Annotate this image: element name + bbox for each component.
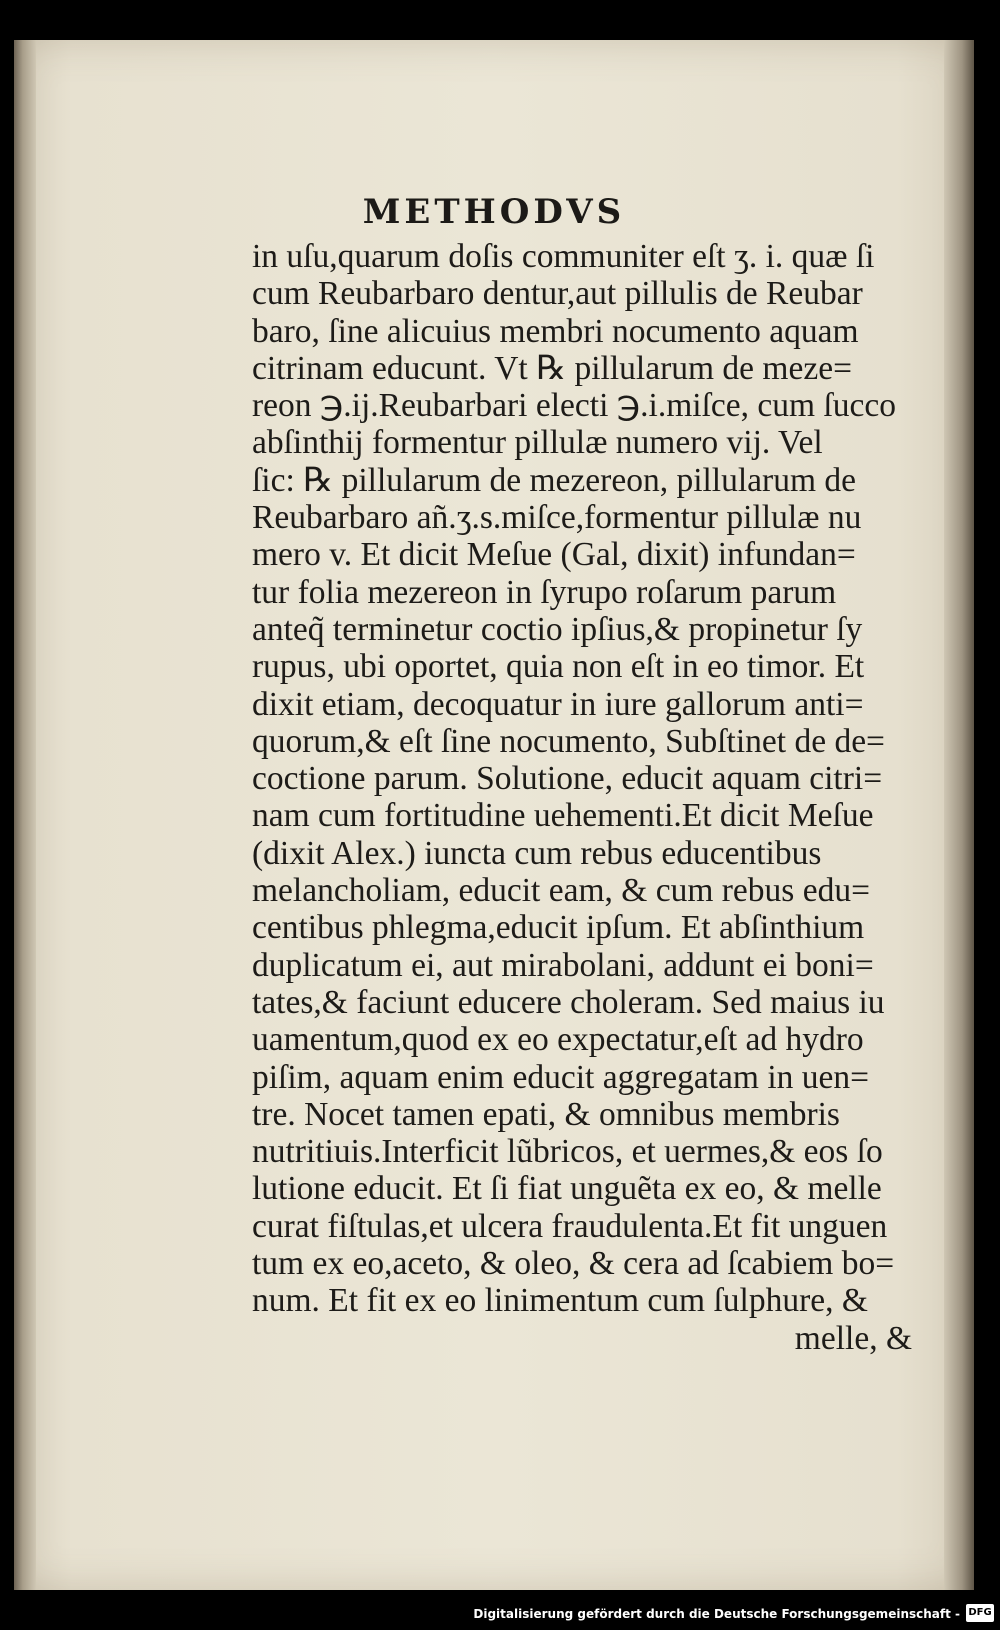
page-binding-edge [14, 40, 36, 1590]
text-line: Reubarbaro añ.ʒ.s.miſce,formentur pillulæ nu [252, 499, 862, 537]
text-line: tre. Nocet tamen epati, & omnibus membris [252, 1095, 840, 1133]
text-line: citrinam educunt. Vt ℞ pillularum de meze= [252, 349, 852, 387]
page-fore-edge [944, 40, 974, 1590]
text-line: uamentum,quod ex eo expectatur,eſt ad hydro [252, 1021, 864, 1059]
book-page [14, 40, 974, 1590]
body-text [252, 238, 912, 1357]
text-line: nam cum fortitudine uehementi.Et dicit Meſue [252, 797, 874, 835]
text-line: (dixit Alex.) iuncta cum rebus educentibus [252, 834, 822, 872]
text-line: in uſu,quarum doſis communiter eſt ʒ. i. quæ ſi [252, 238, 875, 275]
text-line: curat fiſtulas,et ulcera fraudulenta.Et fit unguen [252, 1207, 888, 1245]
text-line: centibus phlegma,educit ipſum. Et abſinthium [252, 909, 865, 947]
text-line: reon ℈.ij.Reubarbari electi ℈.i.miſce, cum ſucco [252, 387, 896, 425]
text-line: piſim, aquam enim educit aggregatam in uen= [252, 1058, 870, 1096]
text-line: anteq̃ terminetur coctio ipſius,& propinetur ſy [252, 610, 863, 648]
text-line: lutione educit. Et ſi fiat unguẽta ex eo, & melle [252, 1170, 882, 1208]
text-line: cum Reubarbaro dentur,aut pillulis de Reubar [252, 275, 863, 313]
text-line: ſic: ℞ pillularum de mezereon, pillularum de [252, 461, 856, 499]
text-line: melancholiam, educit eam, & cum rebus edu= [252, 872, 870, 910]
text-line: tates,& faciunt educere choleram. Sed maius iu [252, 983, 885, 1021]
text-line: tur folia mezereon in ſyrupo roſarum parum [252, 573, 837, 611]
text-line: nutritiuis.Interficit lũbricos, et uermes,& eos ſo [252, 1133, 883, 1171]
text-line: rupus, ubi oportet, quia non eſt in eo timor. Et [252, 648, 865, 686]
text-line: tum ex eo,aceto, & oleo, & cera ad ſcabiem bo= [252, 1245, 895, 1283]
footer-bar [0, 1596, 1000, 1630]
text-line: duplicatum ei, aut mirabolani, addunt ei boni= [252, 946, 874, 984]
text-line: mero v. Et dicit Meſue (Gal, dixit) infundan= [252, 536, 856, 574]
funding-credit: Digitalisierung gefördert durch die Deutsche Forschungsgemeinschaft - [473, 1607, 960, 1621]
text-line: abſinthij formentur pillulæ numero vij. Vel [252, 424, 823, 462]
text-line: num. Et fit ex eo linimentum cum ſulphure, & [252, 1282, 868, 1320]
running-title: METHODVS [362, 192, 626, 232]
text-line: quorum,& eſt ſine nocumento, Subſtinet de de= [252, 722, 885, 760]
text-line: dixit etiam, decoquatur in iure gallorum anti= [252, 685, 864, 723]
dfg-logo-icon: DFG [966, 1604, 994, 1622]
catchword: melle, & [794, 1319, 912, 1357]
text-line: baro, ſine alicuius membri nocumento aquam [252, 312, 859, 350]
text-line: coctione parum. Solutione, educit aquam citri= [252, 760, 883, 798]
